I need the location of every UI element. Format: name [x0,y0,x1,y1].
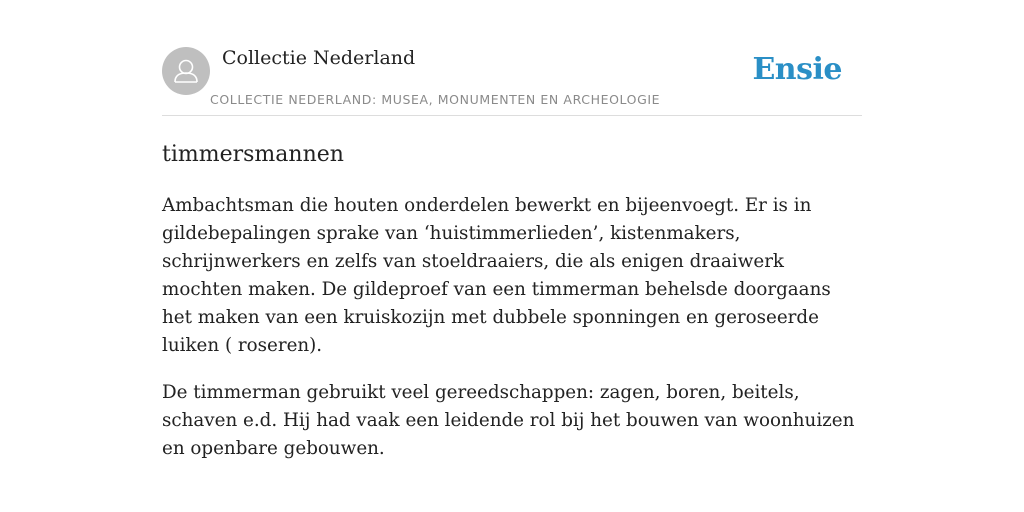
entry-paragraph: De timmerman gebruikt veel gereedschappen: zagen, boren, beitels, schaven e.d. Hij had vaak een leidende rol bij het bouwen van woonhuizen en openbare gebouwen. [162,382,855,459]
entry-header [162,0,862,116]
entry-term: timmersmannen [162,142,344,167]
author-subtitle: COLLECTIE NEDERLAND: MUSEA, MONUMENTEN EN ARCHEOLOGIE [210,92,661,107]
user-silhouette-icon [162,47,210,95]
entry-card [162,0,862,512]
entry-paragraph: Ambachtsman die houten onderdelen bewerkt en bijeenvoegt. Er is in gildebepalingen sprake van ‘huistimmerlieden’, kistenmakers, schrijnwerkers en zelfs van stoeldraaiers, die als enigen draaiwerk mochten maken. De gildeproef van een timmerman behelsde doorgaans het maken van een kruiskozijn met dubbele sponningen en geroseerde luiken ( roseren). [162,195,831,356]
ensie-logo[interactable]: Ensie [752,52,842,87]
entry-content [162,192,862,482]
avatar[interactable] [162,47,210,95]
author-name[interactable]: Collectie Nederland [222,47,416,69]
